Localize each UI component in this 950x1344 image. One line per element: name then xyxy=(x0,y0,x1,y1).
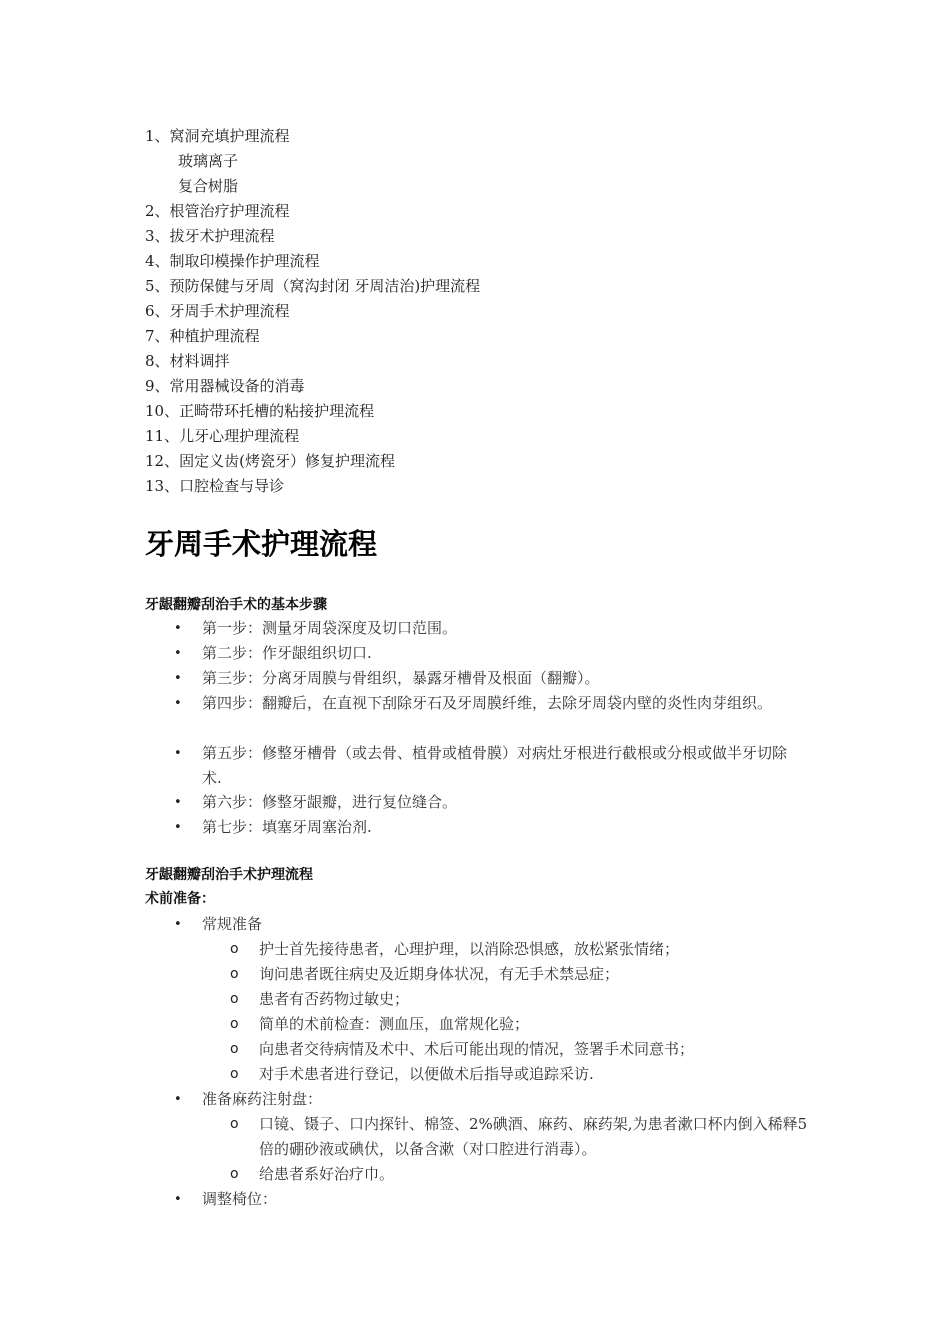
toc-item: 4、制取印模操作护理流程 xyxy=(145,252,320,270)
toc-item: 7、种植护理流程 xyxy=(145,327,260,345)
sub-item-text: 护士首先接待患者，心理护理，以消除恐惧感，放松紧张情绪； xyxy=(259,940,680,958)
sub-item-text: 患者有否药物过敏史； xyxy=(259,990,410,1008)
sub-item xyxy=(230,987,811,1012)
step-item xyxy=(174,691,802,716)
sub-item xyxy=(230,962,811,987)
circle-bullet-icon: o xyxy=(230,1066,239,1082)
sub-item xyxy=(230,1012,811,1037)
bullet-icon: • xyxy=(174,1192,182,1207)
toc-item: 6、牙周手术护理流程 xyxy=(145,302,290,320)
group-item xyxy=(174,1087,802,1112)
sub-item-text: 给患者系好治疗巾。 xyxy=(259,1165,395,1183)
group-item xyxy=(174,1187,802,1212)
sub-item xyxy=(230,1162,811,1187)
section-title: 牙龈翻瓣刮治手术护理流程 xyxy=(145,867,313,883)
bullet-icon: • xyxy=(174,671,182,686)
sub-item xyxy=(230,937,811,962)
toc-item: 12、固定义齿(烤瓷牙）修复护理流程 xyxy=(145,452,395,470)
toc-item: 9、常用器械设备的消毒 xyxy=(145,377,305,395)
bullet-icon: • xyxy=(174,746,182,761)
step-text: 第一步：测量牙周袋深度及切口范围。 xyxy=(202,619,458,637)
sub-item-text: 口镜、镊子、口内探针、棉签、2%碘酒、麻药、麻药架,为患者漱口杯内倒入稀释5倍的硼砂液或碘伏，以备含漱（对口腔进行消毒）。 xyxy=(259,1115,808,1158)
bullet-icon: • xyxy=(174,621,182,636)
step-item xyxy=(174,616,802,641)
step-item xyxy=(174,641,802,666)
step-text: 第六步：修整牙龈瓣，进行复位缝合。 xyxy=(202,793,458,811)
bullet-icon: • xyxy=(174,696,182,711)
circle-bullet-icon: o xyxy=(230,1166,239,1182)
step-text: 第四步：翻瓣后，在直视下刮除牙石及牙周膜纤维，去除牙周袋内壁的炎性肉芽组织。 xyxy=(202,694,773,712)
circle-bullet-icon: o xyxy=(230,991,239,1007)
group-label: 常规准备 xyxy=(202,915,263,933)
step-item xyxy=(174,815,802,840)
step-item xyxy=(174,666,802,691)
sub-item-text: 对手术患者进行登记，以便做术后指导或追踪采访. xyxy=(259,1065,594,1083)
toc-item: 13、口腔检查与导诊 xyxy=(145,477,285,495)
toc-item: 10、正畸带环托槽的粘接护理流程 xyxy=(145,402,375,420)
step-text: 第七步：填塞牙周塞治剂. xyxy=(202,818,372,836)
sub-item xyxy=(230,1112,811,1162)
step-text: 第二步：作牙龈组织切口. xyxy=(202,644,372,662)
circle-bullet-icon: o xyxy=(230,941,239,957)
toc-item: 2、根管治疗护理流程 xyxy=(145,202,290,220)
bullet-icon: • xyxy=(174,646,182,661)
circle-bullet-icon: o xyxy=(230,1016,239,1032)
bullet-icon: • xyxy=(174,1092,182,1107)
step-text: 第五步：修整牙槽骨（或去骨、植骨或植骨膜）对病灶牙根进行截根或分根或做半牙切除术. xyxy=(202,744,788,787)
toc-subitem: 复合树脂 xyxy=(178,177,239,195)
group-label: 调整椅位： xyxy=(202,1190,278,1208)
sub-item xyxy=(230,1037,811,1062)
circle-bullet-icon: o xyxy=(230,1116,239,1132)
group-label: 准备麻药注射盘： xyxy=(202,1090,323,1108)
bullet-icon: • xyxy=(174,795,182,810)
step-text: 第三步：分离牙周膜与骨组织，暴露牙槽骨及根面（翻瓣）。 xyxy=(202,669,600,687)
toc-subitem: 玻璃离子 xyxy=(178,152,239,170)
toc-item: 8、材料调拌 xyxy=(145,352,230,370)
group-item xyxy=(174,912,802,937)
section-subtitle: 术前准备： xyxy=(145,891,215,907)
sub-item xyxy=(230,1062,811,1087)
toc-item: 1、窝洞充填护理流程 xyxy=(145,127,290,145)
bullet-icon: • xyxy=(174,820,182,835)
sub-item-text: 向患者交待病情及术中、术后可能出现的情况，签署手术同意书； xyxy=(259,1040,695,1058)
toc-item: 11、儿牙心理护理流程 xyxy=(145,427,300,445)
toc-item: 3、拔牙术护理流程 xyxy=(145,227,275,245)
bullet-icon: • xyxy=(174,917,182,932)
toc-item: 5、预防保健与牙周（窝沟封闭 牙周洁治)护理流程 xyxy=(145,277,481,295)
sub-item-text: 询问患者既往病史及近期身体状况，有无手术禁忌症； xyxy=(259,965,620,983)
section-heading: 牙周手术护理流程 xyxy=(145,527,378,561)
step-item xyxy=(174,741,802,791)
step-item xyxy=(174,790,802,815)
sub-item-text: 简单的术前检查：测血压，血常规化验； xyxy=(259,1015,530,1033)
circle-bullet-icon: o xyxy=(230,1041,239,1057)
circle-bullet-icon: o xyxy=(230,966,239,982)
table-of-contents xyxy=(145,124,480,499)
section-title: 牙龈翻瓣刮治手术的基本步骤 xyxy=(145,597,327,613)
